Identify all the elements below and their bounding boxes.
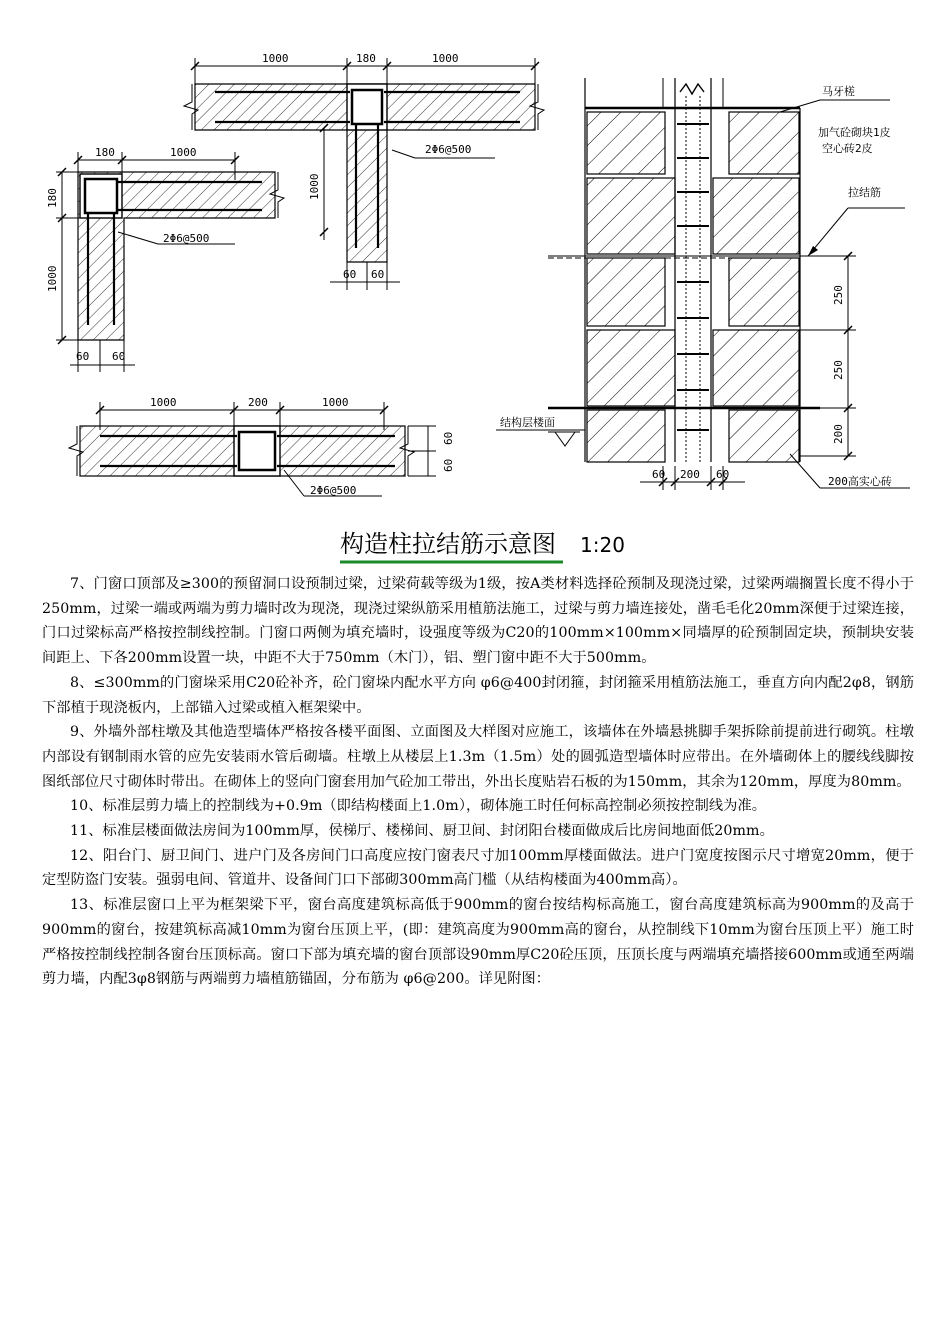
dim-200-elev: 200 <box>832 424 845 444</box>
detail-top <box>184 52 544 290</box>
paragraph-13: 13、标准层窗口上平为框架梁下平，窗台高度建筑标高低于900mm的窗台按结构标高施工，窗台高度建筑标高为900mm的及高于900mm的窗台，按建筑标高减10mm为窗台压顶上平，(即：建筑高度为900mm高的窗台，从控制线下10mm为窗台压顶上平）施工时严格按控制线控制各窗台压顶标高。窗口下部为填充墙的窗台顶部设90mm厚C20砼压顶，压顶长度与两端填充墙搭接600mm或通至两端剪力墙，内配3φ8钢筋与两端剪力墙植筋锚固，分布筋为 φ6@200。详见附图： <box>42 897 915 988</box>
detail-bottom <box>69 396 455 497</box>
dim-60-elev-right: 60 <box>716 468 730 481</box>
paragraph-8: 8、≤300mm的门窗垛采用C20砼补齐，砼门窗垛内配水平方向 φ6@400封闭箍，封闭箍采用植筋法施工，垂直方向内配2φ8，钢筋下部植于现浇板内，上部锚入过梁或植入框架梁中。 <box>42 674 914 716</box>
paragraph-10: 10、标准层剪力墙上的控制线为+0.9m（即结构楼面上1.0m），砌体施工时任何标高控制必须按控制线为准。 <box>70 798 767 815</box>
dim-60-corner-left: 60 <box>76 350 90 363</box>
label-tie-bar: 拉结筋 <box>848 186 881 199</box>
dim-180: 180 <box>356 52 376 65</box>
elevation-detail <box>496 78 910 490</box>
title-scale: 1:20 <box>580 533 625 557</box>
dim-1000-bottom-right: 1000 <box>322 396 349 409</box>
paragraph-7: 7、门窗口顶部及≥300的预留洞口设预制过梁，过梁荷载等级为1级，按A类材料选择砼预制及现浇过梁，过梁两端搁置长度不得小于250mm，过梁一端或两端为剪力墙时改为现浇，现浇过梁纵筋采用植筋法施工，过梁与剪力墙连接处，凿毛毛化20mm深便于过梁连接，门口过梁标高严格按控制线控制。门窗口两侧为填充墙时，设强度等级为C20的100mm×100mm×同墙厚的砼预制固定块，预制块安装间距上、下各200mm设置一块，中距不大于750mm（木门），铝、塑门窗中距不大于500mm。 <box>42 576 914 667</box>
dim-1000-top: 1000 <box>170 146 197 159</box>
rebar-label-top: 2Φ6@500 <box>425 143 472 156</box>
dim-250-upper: 250 <box>832 285 845 305</box>
label-block-line1: 加气砼砌块1皮 <box>818 126 891 139</box>
dim-1000-left: 1000 <box>262 52 289 65</box>
label-horse-tooth: 马牙槎 <box>822 85 855 98</box>
detail-corner <box>46 146 284 372</box>
dim-60-side-top: 60 <box>442 431 455 445</box>
construction-column-diagram <box>0 0 950 570</box>
label-floor: 结构层楼面 <box>500 416 555 429</box>
dim-1000-bottom-left: 1000 <box>150 396 177 409</box>
paragraph-11: 11、标准层楼面做法房间为100mm厚，侯梯厅、楼梯间、厨卫间、封闭阳台楼面做成后比房间地面低20mm。 <box>70 823 774 840</box>
paragraph-12: 12、阳台门、厨卫间门、进户门及各房间门口高度应按门窗表尺寸加100mm厚楼面做法。进户门宽度按图示尺寸增宽20mm，便于定型防盗门安装。强弱电间、管道井、设备间门口下部砌300mm高门槛（从结构楼面为400mm高）。 <box>42 847 914 889</box>
paragraph-9: 9、外墙外部柱墩及其他造型墙体严格按各楼平面图、立面图及大样图对应施工，该墙体在外墙悬挑脚手架拆除前提前进行砌筑。柱墩内部设有钢制雨水管的应先安装雨水管后砌墙。柱墩上从楼层上1.3m（1.5m）处的圆弧造型墙体时应带出。在外墙砌体上的腰线线脚按图纸部位尺寸砌体时带出。在砌体上的竖向门窗套用加气砼加工带出，外出长度贴岩石板的为150mm，其余为120mm，厚度为80mm。 <box>42 724 914 790</box>
dim-60-right: 60 <box>371 268 385 281</box>
label-block-line2: 空心砖2皮 <box>822 142 873 155</box>
rebar-label-bottom: 2Φ6@500 <box>310 484 357 497</box>
dim-60-corner-right: 60 <box>112 350 126 363</box>
figure-title <box>340 530 625 562</box>
dim-180-side: 180 <box>46 188 59 208</box>
dim-200-bottom: 200 <box>248 396 268 409</box>
rebar-label-corner: 2Φ6@500 <box>163 232 210 245</box>
dim-200-elev-mid: 200 <box>680 468 700 481</box>
title-text: 构造柱拉结筋示意图 <box>340 530 556 558</box>
dim-1000-right: 1000 <box>432 52 459 65</box>
dim-1000-side: 1000 <box>46 265 59 292</box>
dim-180-top: 180 <box>95 146 115 159</box>
dim-60-elev-left: 60 <box>652 468 666 481</box>
label-solid-brick: 200高实心砖 <box>828 475 892 488</box>
body-text <box>42 572 914 992</box>
dim-60-side-bottom: 60 <box>442 458 455 472</box>
dim-250-lower: 250 <box>832 360 845 380</box>
dim-1000-vertical: 1000 <box>308 173 321 200</box>
dim-60-left: 60 <box>343 268 357 281</box>
